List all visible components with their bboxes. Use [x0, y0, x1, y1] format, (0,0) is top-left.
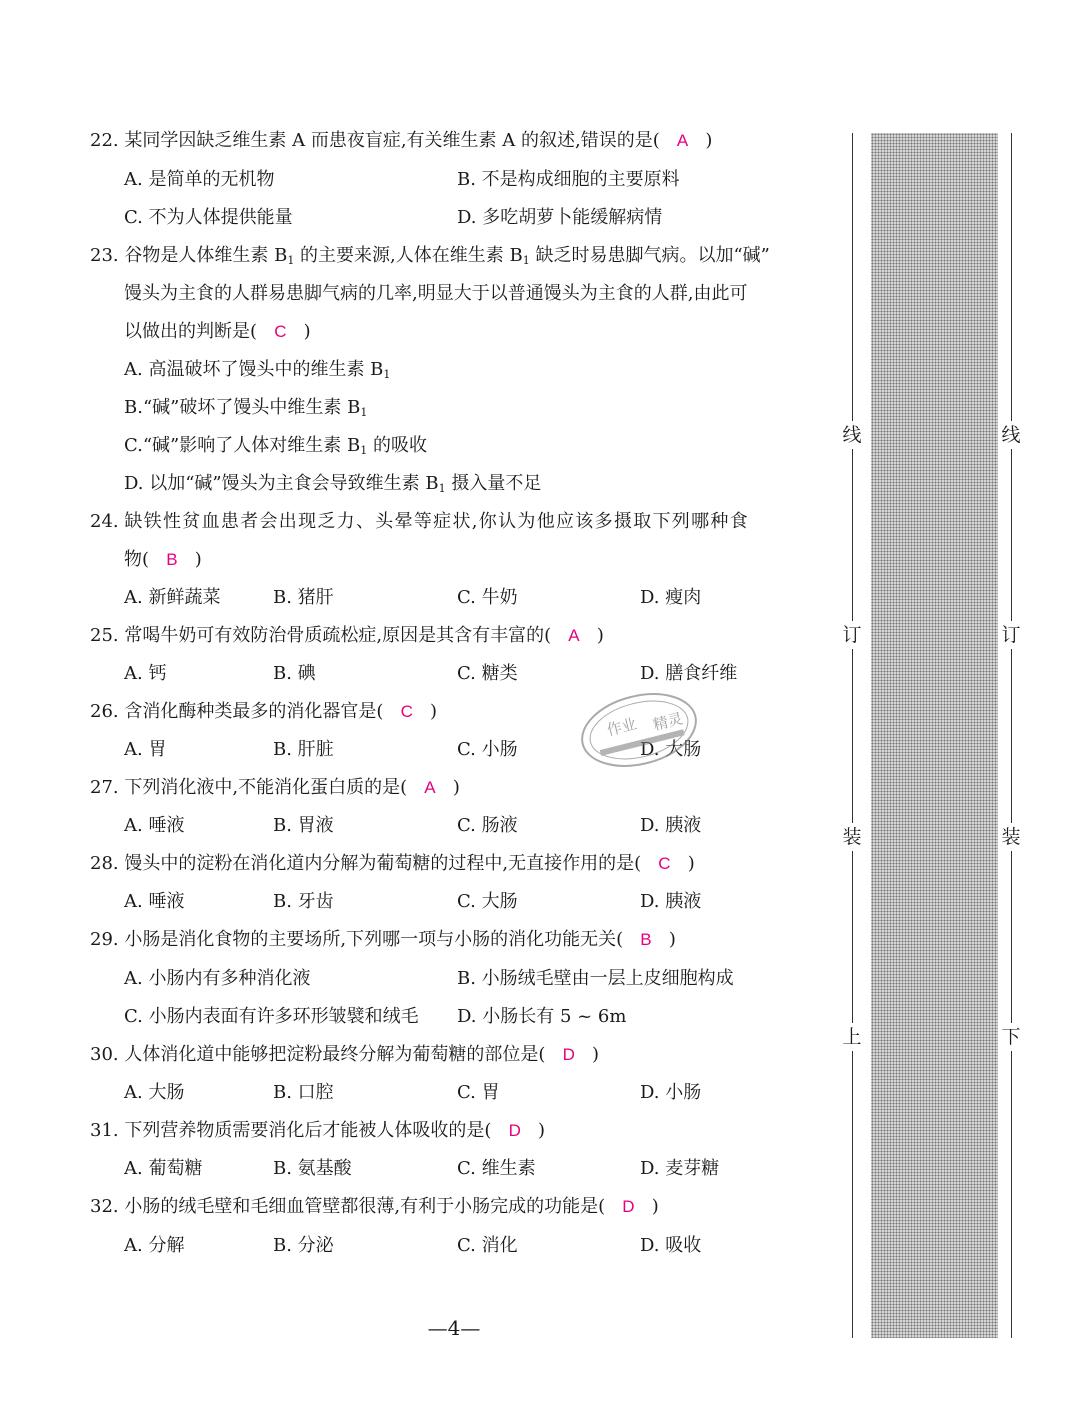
question-number: 32. — [90, 1196, 119, 1217]
answer-mark: C — [274, 322, 287, 341]
paren-close: ) — [592, 1044, 600, 1065]
option-b: B. 口腔 — [273, 1082, 334, 1103]
svg-text:作业: 作业 — [605, 714, 639, 740]
question-number: 26. — [90, 701, 119, 722]
binding-label: 上 — [842, 1023, 862, 1051]
option-b: B. 氨基酸 — [273, 1158, 352, 1179]
question-number: 24. — [90, 511, 119, 532]
option-c: C. 小肠内表面有许多环形皱襞和绒毛 — [124, 1006, 419, 1027]
question-30 — [90, 1043, 599, 1067]
question-stem: 某同学因缺乏维生素 A 而患夜盲症,有关维生素 A 的叙述,错误的是( — [124, 130, 660, 151]
answer-mark: D — [508, 1121, 521, 1140]
question-27 — [90, 776, 460, 800]
option-a: A. 新鲜蔬菜 — [124, 587, 221, 608]
answer-mark: C — [658, 854, 671, 873]
question-stem: 人体消化道中能够把淀粉最终分解为葡萄糖的部位是( — [124, 1044, 546, 1065]
option-a: A. 钙 — [124, 663, 167, 684]
option-b: B. 猪肝 — [273, 587, 334, 608]
binding-label: 订 — [1001, 621, 1021, 649]
question-number: 25. — [90, 625, 119, 646]
option-d: D. 膳食纤维 — [640, 663, 738, 684]
question-26 — [90, 700, 437, 724]
option-d — [124, 472, 541, 501]
option-d: D. 多吃胡萝卜能缓解病情 — [457, 207, 663, 228]
option-a — [124, 358, 390, 387]
subscript: 1 — [360, 444, 368, 457]
question-stem: 馒头中的淀粉在消化道内分解为葡萄糖的过程中,无直接作用的是( — [124, 853, 642, 874]
option-a: A. 唾液 — [124, 891, 185, 912]
binding-label: 线 — [842, 421, 862, 449]
option-c: C. 维生素 — [457, 1158, 536, 1179]
option-a: A. 葡萄糖 — [124, 1158, 203, 1179]
question-number: 22. — [90, 130, 119, 151]
option-a: A. 小肠内有多种消化液 — [124, 968, 311, 989]
option-c: C. 肠液 — [457, 815, 518, 836]
option-b: B. 碘 — [273, 663, 316, 684]
paren-close: ) — [705, 130, 713, 151]
option-d: D. 大肠 — [640, 739, 702, 760]
paren-close: ) — [596, 625, 604, 646]
question-stem: 常喝牛奶可有效防治骨质疏松症,原因是其含有丰富的( — [124, 625, 552, 646]
binding-line-right — [1011, 133, 1012, 1338]
option-a: A. 唾液 — [124, 815, 185, 836]
option-b: B. 肝脏 — [273, 739, 334, 760]
question-25 — [90, 624, 604, 648]
binding-label: 订 — [842, 621, 862, 649]
option-d: D. 小肠长有 5 ~ 6m — [457, 1006, 627, 1027]
question-number: 30. — [90, 1044, 119, 1065]
paren-close: ) — [538, 1120, 546, 1141]
question-number: 28. — [90, 853, 119, 874]
question-stem: 物( — [124, 549, 150, 570]
subscript: 1 — [383, 368, 391, 381]
subscript: 1 — [522, 254, 530, 267]
option-c: C. 糖类 — [457, 663, 518, 684]
paren-close: ) — [687, 853, 695, 874]
paren-close: ) — [194, 549, 202, 570]
question-24 — [90, 510, 749, 534]
question-22 — [90, 129, 712, 153]
option-c — [124, 434, 427, 463]
question-stem: 缺铁性贫血患者会出现乏力、头晕等症状,你认为他应该多摄取下列哪种食 — [124, 511, 749, 532]
answer-mark: D — [562, 1045, 575, 1064]
option-a: A. 大肠 — [124, 1082, 185, 1103]
option-a: A. 胃 — [124, 739, 167, 760]
question-23 — [90, 244, 770, 273]
option-d: D. 麦芽糖 — [640, 1158, 720, 1179]
option-c: C. 不为人体提供能量 — [124, 207, 293, 228]
answer-mark: A — [676, 131, 689, 150]
option-c: C. 胃 — [457, 1082, 500, 1103]
question-stem: 小肠的绒毛壁和毛细血管壁都很薄,有利于小肠完成的功能是( — [124, 1196, 606, 1217]
question-number: 23. — [90, 245, 119, 266]
question-number: 29. — [90, 929, 119, 950]
option-c: C. 消化 — [457, 1235, 518, 1256]
option-c: C. 牛奶 — [457, 587, 518, 608]
question-stem: 小肠是消化食物的主要场所,下列哪一项与小肠的消化功能无关( — [124, 929, 624, 950]
option-c: C. 大肠 — [457, 891, 518, 912]
question-stem: 的主要来源,人体在维生素 B — [294, 245, 523, 266]
option-text: 的吸收 — [367, 435, 427, 456]
option-b: B. 不是构成细胞的主要原料 — [457, 169, 680, 190]
question-32 — [90, 1195, 659, 1219]
option-d: D. 胰液 — [640, 815, 702, 836]
answer-mark: A — [568, 626, 580, 645]
paren-close: ) — [452, 777, 460, 798]
page-number: —4— — [427, 1316, 481, 1340]
option-b: B. 牙齿 — [273, 891, 334, 912]
binding-label: 下 — [1001, 1023, 1021, 1051]
answer-mark: A — [424, 778, 436, 797]
option-b: B. 分泌 — [273, 1235, 334, 1256]
binding-label: 装 — [842, 823, 862, 851]
question-28 — [90, 852, 695, 876]
answer-mark: B — [640, 930, 652, 949]
subscript: 1 — [438, 482, 446, 495]
question-stem: 下列消化液中,不能消化蛋白质的是( — [124, 777, 408, 798]
paren-close: ) — [303, 321, 311, 342]
paren-close: ) — [430, 701, 438, 722]
binding-line-left — [852, 133, 853, 1338]
question-stem: 谷物是人体维生素 B — [124, 245, 288, 266]
option-a: A. 是简单的无机物 — [124, 169, 275, 190]
question-29 — [90, 928, 676, 952]
question-stem-line: 馒头为主食的人群易患脚气病的几率,明显大于以普通馒头为主食的人群,由此可 — [124, 283, 748, 304]
option-d: D. 瘦肉 — [640, 587, 702, 608]
binding-label: 线 — [1001, 421, 1021, 449]
subscript: 1 — [360, 406, 368, 419]
option-c: C. 小肠 — [457, 739, 518, 760]
option-a: A. 分解 — [124, 1235, 185, 1256]
question-31 — [90, 1119, 545, 1143]
binding-label: 装 — [1001, 823, 1021, 851]
option-b — [124, 396, 367, 425]
option-d: D. 吸收 — [640, 1235, 702, 1256]
answer-mark: B — [166, 550, 178, 569]
option-text: C.“碱”影响了人体对维生素 B — [124, 435, 361, 456]
option-b: B. 小肠绒毛壁由一层上皮细胞构成 — [457, 968, 734, 989]
question-number: 27. — [90, 777, 119, 798]
question-stem-line — [124, 320, 311, 344]
subscript: 1 — [287, 254, 295, 267]
option-text: D. 以加“碱”馒头为主食会导致维生素 B — [124, 473, 439, 494]
dotted-binding-strip — [871, 133, 998, 1338]
svg-text:精灵: 精灵 — [651, 709, 685, 735]
paren-close: ) — [651, 1196, 659, 1217]
option-text: 摄入量不足 — [445, 473, 542, 494]
question-stem: 下列营养物质需要消化后才能被人体吸收的是( — [124, 1120, 492, 1141]
watermark-stamp — [568, 676, 710, 784]
question-stem: 缺乏时易患脚气病。以加“碱” — [529, 245, 770, 266]
question-stem-line — [124, 548, 202, 572]
option-text: B.“碱”破坏了馒头中维生素 B — [124, 397, 361, 418]
question-stem: 含消化酶种类最多的消化器官是( — [124, 701, 384, 722]
question-stem: 以做出的判断是( — [124, 321, 258, 342]
answer-mark: D — [622, 1197, 635, 1216]
option-b: B. 胃液 — [273, 815, 334, 836]
option-d: D. 小肠 — [640, 1082, 702, 1103]
option-text: A. 高温破坏了馒头中的维生素 B — [124, 359, 384, 380]
paren-close: ) — [668, 929, 676, 950]
answer-mark: C — [400, 702, 413, 721]
question-number: 31. — [90, 1120, 119, 1141]
option-d: D. 胰液 — [640, 891, 702, 912]
